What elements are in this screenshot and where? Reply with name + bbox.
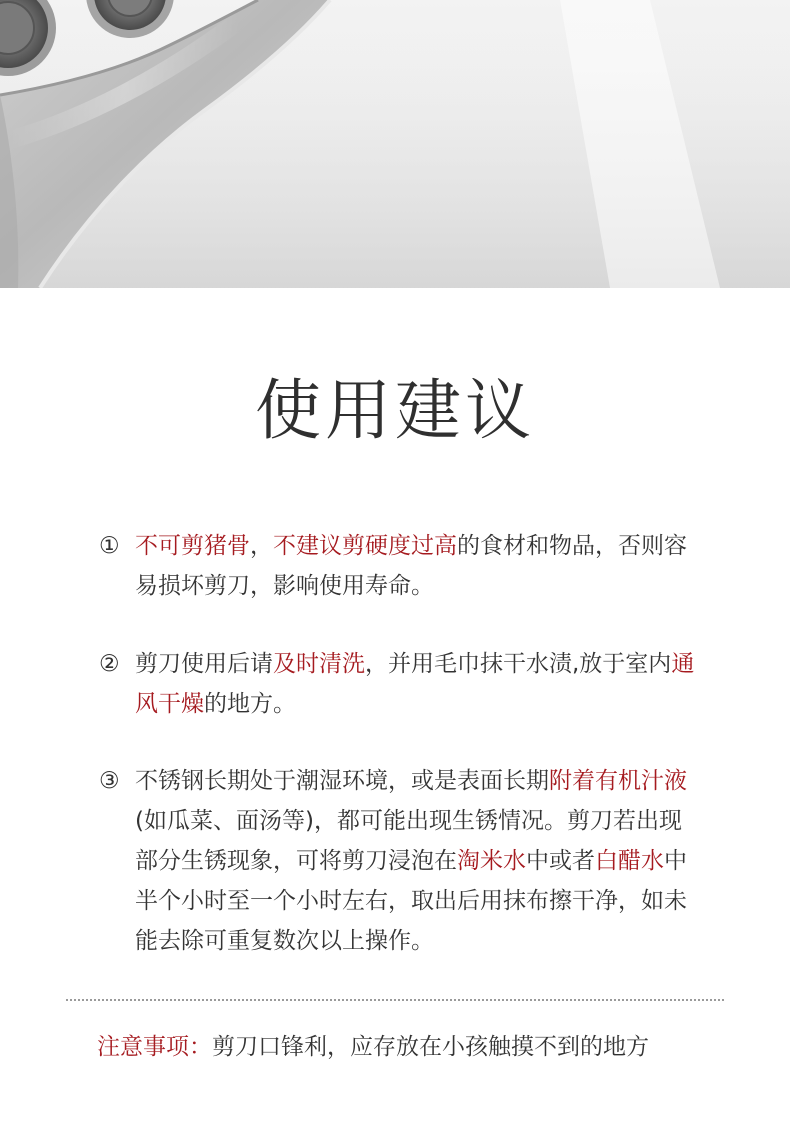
item-number: ③ [99, 768, 120, 794]
item-number: ① [99, 533, 120, 559]
notice-text: 剪刀口锋利，应存放在小孩触摸不到的地方 [212, 1034, 649, 1060]
item-number: ② [99, 651, 120, 677]
body-text: ，并用毛巾抹干水渍,放于室内 [365, 651, 672, 677]
body-text: 不锈钢长期处于潮湿环境，或是表面长期 [135, 768, 549, 794]
highlight-text: 及时清洗 [273, 651, 365, 677]
product-photo [0, 0, 790, 288]
page-title: 使用建议 [255, 372, 535, 449]
body-text: 剪刀使用后请 [135, 651, 273, 677]
item-text [135, 761, 699, 961]
body-text: 中半个小时至一个小时左右，取出后用抹布擦干净，如未能去除可重复数次以上操作。 [135, 848, 687, 954]
suggestion-item-2 [99, 644, 699, 724]
suggestion-item-1 [99, 526, 699, 606]
highlight-text: 白醋水 [595, 848, 664, 874]
body-text: 中或者 [526, 848, 595, 874]
notice-label: 注意事项： [97, 1034, 212, 1060]
body-text: 的食材和物品，否则容易损坏剪刀，影响使用寿命。 [135, 533, 687, 599]
body-text: (如瓜菜、面汤等)，都可能出现生锈情况。剪刀若出现部分生锈现象，可将剪刀浸泡在 [135, 808, 682, 874]
highlight-text: 不可剪猪骨 [135, 533, 250, 559]
highlight-text: 淘米水 [457, 848, 526, 874]
notice [97, 1027, 649, 1067]
suggestion-item-3 [99, 761, 699, 961]
dotted-divider [66, 999, 724, 1001]
item-text [135, 644, 699, 724]
body-text: 的地方。 [204, 691, 296, 717]
highlight-text: 不建议剪硬度过高 [273, 533, 457, 559]
scissors-handle-illustration [0, 0, 790, 288]
body-text: ， [250, 533, 273, 559]
highlight-text: 通风干燥 [135, 651, 695, 717]
highlight-text: 附着有机汁液 [549, 768, 687, 794]
item-text [135, 526, 699, 606]
